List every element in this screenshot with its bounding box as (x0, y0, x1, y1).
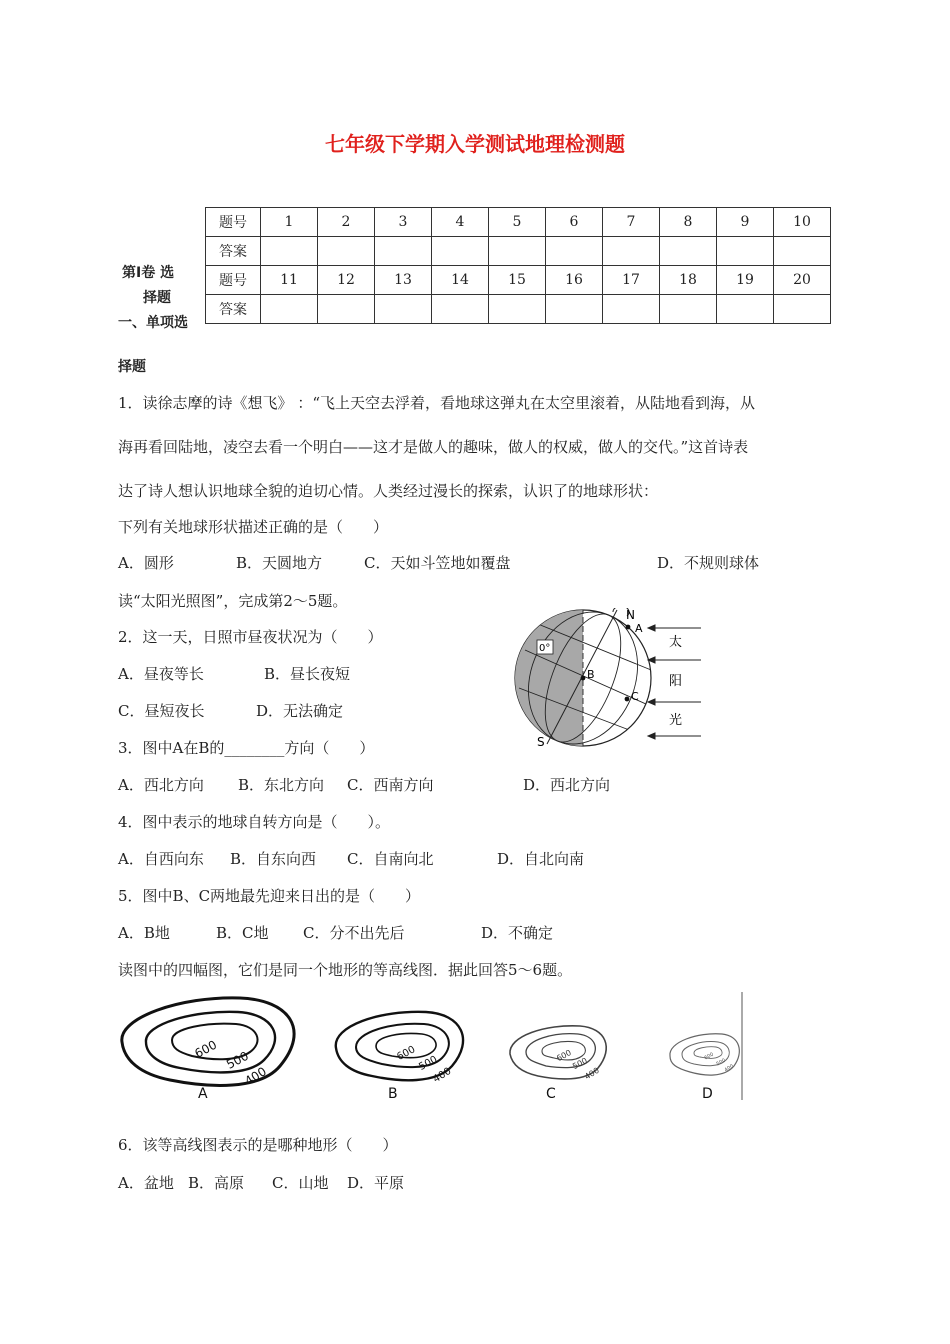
elevation-label: 400 (242, 1064, 269, 1089)
question-number: 8 (660, 208, 717, 237)
answer-cell[interactable] (432, 237, 489, 266)
answer-table (205, 207, 831, 324)
sun-label: 太 (669, 635, 683, 650)
option-b[interactable]: B．自东向西 (230, 850, 317, 868)
sun-label: 光 (669, 713, 683, 728)
instruction-text: 读图中的四幅图，它们是同一个地形的等高线图．据此回答5～6题。 (118, 961, 573, 979)
question-text: 1．读徐志摩的诗《想飞》 ：“飞上天空去浮着，看地球这弹丸在太空里滚着，从陆地看到海，从 (118, 394, 755, 412)
answer-cell[interactable] (660, 237, 717, 266)
answer-cell[interactable] (717, 295, 774, 324)
elevation-label: 600 (192, 1037, 220, 1061)
answer-cell[interactable] (489, 237, 546, 266)
question-stem: 6．该等高线图表示的是哪种地形（ ） (118, 1136, 398, 1154)
question-number: 9 (717, 208, 774, 237)
question-number: 1 (261, 208, 318, 237)
point-b-label: B (587, 668, 595, 681)
answer-cell[interactable] (261, 237, 318, 266)
subsection-heading: 择题 (118, 359, 146, 375)
answer-cell[interactable] (489, 295, 546, 324)
answer-cell[interactable] (375, 237, 432, 266)
question-number: 11 (261, 266, 318, 295)
row-label: 答案 (206, 295, 261, 324)
night-side (505, 608, 583, 750)
question-stem: 3．图中A在B的________方向（ ） (118, 739, 375, 757)
question-stem: 2．这一天，日照市昼夜状况为（ ） (118, 628, 383, 646)
option-a[interactable]: A．自西向东 (118, 850, 204, 868)
question-number: 14 (432, 266, 489, 295)
answer-cell[interactable] (717, 237, 774, 266)
option-d[interactable]: D．西北方向 (523, 776, 611, 794)
map-label: C (546, 1086, 556, 1102)
instruction-text: 读“太阳光照图”，完成第2～5题。 (118, 592, 348, 610)
map-label: A (198, 1086, 208, 1102)
option-b[interactable]: B．高原 (188, 1174, 245, 1192)
question-text: 海再看回陆地，凌空去看一个明白——这才是做人的趣味，做人的权威，做人的交代。”这首诗表 (118, 438, 749, 456)
row-label: 答案 (206, 237, 261, 266)
question-number: 18 (660, 266, 717, 295)
option-b[interactable]: B．天圆地方 (236, 554, 323, 572)
elevation-label: 400 (583, 1065, 601, 1082)
answer-cell[interactable] (603, 237, 660, 266)
question-stem: 4．图中表示的地球自转方向是（ ）。 (118, 813, 391, 831)
option-d[interactable]: D．无法确定 (256, 702, 344, 720)
elevation-label: 600 (703, 1051, 715, 1062)
table-row (206, 295, 831, 324)
contour-maps-figure (110, 990, 750, 1105)
section-heading: 第Ⅰ卷 选 (122, 265, 175, 281)
question-number: 19 (717, 266, 774, 295)
question-number: 7 (603, 208, 660, 237)
answer-cell[interactable] (318, 237, 375, 266)
row-label: 题号 (206, 208, 261, 237)
elevation-label: 500 (715, 1057, 727, 1068)
point-b (581, 676, 586, 681)
subsection-heading: 一、单项选 (118, 315, 188, 331)
question-stem: 下列有关地球形状描述正确的是（ ） (118, 518, 389, 536)
question-number: 12 (318, 266, 375, 295)
elevation-label: 500 (417, 1054, 440, 1073)
option-a[interactable]: A．圆形 (118, 554, 174, 572)
sunlight-globe-figure (505, 608, 705, 750)
question-number: 20 (774, 266, 831, 295)
option-c[interactable]: C．分不出先后 (303, 924, 405, 942)
map-label: D (702, 1086, 713, 1102)
option-c[interactable]: C．西南方向 (347, 776, 434, 794)
option-d[interactable]: D．平原 (347, 1174, 405, 1192)
question-number: 13 (375, 266, 432, 295)
question-number: 10 (774, 208, 831, 237)
question-number: 4 (432, 208, 489, 237)
question-number: 6 (546, 208, 603, 237)
longitude-label: 0° (539, 643, 551, 654)
table-row (206, 208, 831, 237)
south-pole-label: S (537, 735, 545, 749)
question-number: 3 (375, 208, 432, 237)
question-number: 17 (603, 266, 660, 295)
page-title: 七年级下学期入学测试地理检测题 (325, 132, 625, 156)
row-label: 题号 (206, 266, 261, 295)
option-a[interactable]: A．昼夜等长 (118, 665, 204, 683)
question-number: 2 (318, 208, 375, 237)
elevation-label: 600 (555, 1048, 573, 1064)
elevation-label: 400 (431, 1065, 454, 1086)
answer-cell[interactable] (375, 295, 432, 324)
answer-cell[interactable] (603, 295, 660, 324)
answer-cell[interactable] (318, 295, 375, 324)
option-c[interactable]: C．自南向北 (347, 850, 434, 868)
option-b[interactable]: B．昼长夜短 (264, 665, 351, 683)
option-b[interactable]: B．东北方向 (238, 776, 325, 794)
question-number: 16 (546, 266, 603, 295)
answer-cell[interactable] (546, 237, 603, 266)
point-c-label: C (631, 690, 639, 703)
answer-cell[interactable] (774, 237, 831, 266)
table-row (206, 237, 831, 266)
option-a[interactable]: A．西北方向 (118, 776, 204, 794)
option-c[interactable]: C．山地 (272, 1174, 329, 1192)
answer-cell[interactable] (660, 295, 717, 324)
answer-cell[interactable] (432, 295, 489, 324)
elevation-label: 500 (571, 1056, 589, 1072)
option-d[interactable]: D．不确定 (481, 924, 554, 942)
option-c[interactable]: C．昼短夜长 (118, 702, 205, 720)
sun-label: 阳 (669, 674, 683, 689)
section-heading: 择题 (143, 290, 171, 306)
elevation-label: 400 (723, 1063, 735, 1074)
question-stem: 5．图中B、C两地最先迎来日出的是（ ） (118, 887, 421, 905)
option-d[interactable]: D．自北向南 (497, 850, 585, 868)
answer-cell[interactable] (546, 295, 603, 324)
question-number: 15 (489, 266, 546, 295)
elevation-label: 500 (224, 1048, 251, 1072)
option-b[interactable]: B．C地 (216, 924, 269, 942)
table-row (206, 266, 831, 295)
point-a (626, 625, 631, 630)
question-text: 达了诗人想认识地球全貌的迫切心情。人类经过漫长的探索，认识了的地球形状： (118, 482, 659, 500)
north-pole-label: N (626, 608, 635, 622)
elevation-label: 600 (395, 1044, 418, 1063)
point-c (625, 697, 630, 702)
point-a-label: A (635, 622, 643, 635)
option-d[interactable]: D．不规则球体 (657, 554, 760, 572)
option-c[interactable]: C．天如斗笠地如覆盘 (364, 554, 511, 572)
option-a[interactable]: A．盆地 (118, 1174, 174, 1192)
answer-cell[interactable] (774, 295, 831, 324)
question-number: 5 (489, 208, 546, 237)
map-label: B (388, 1086, 398, 1102)
answer-cell[interactable] (261, 295, 318, 324)
option-a[interactable]: A．B地 (118, 924, 170, 942)
